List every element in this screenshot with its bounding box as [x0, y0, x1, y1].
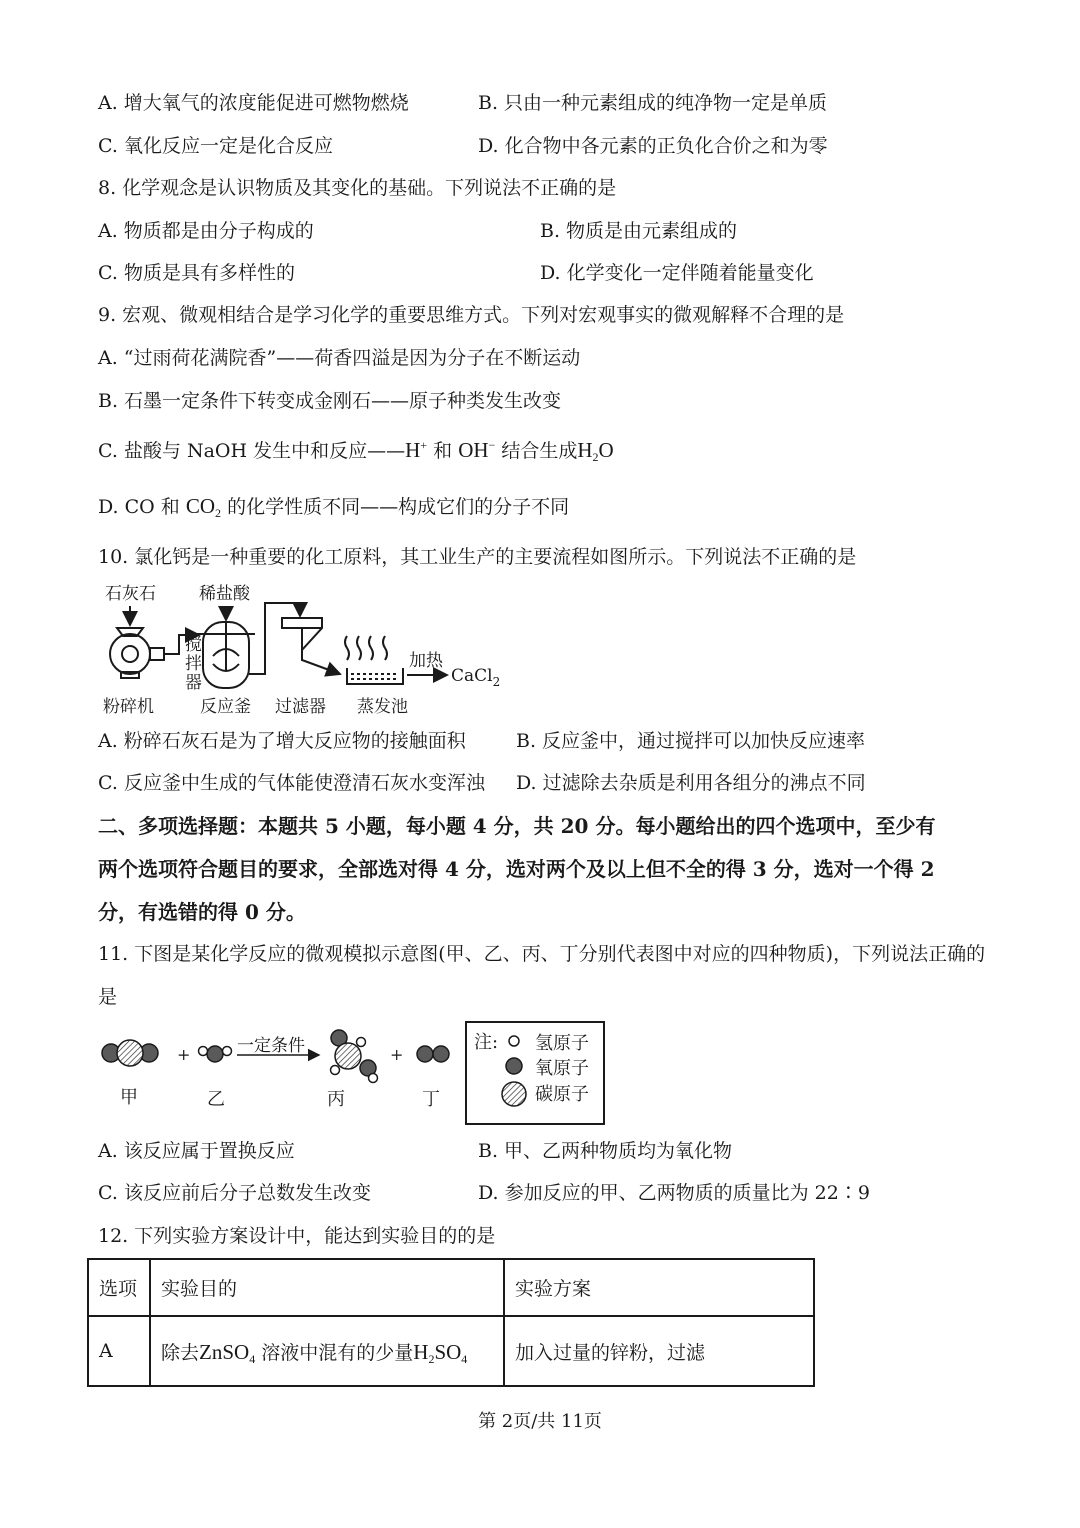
molecule-jia-co2 — [102, 1040, 158, 1066]
q12-stem: 12. 下列实验方案设计中，能达到实验目的的是 — [98, 1225, 496, 1247]
molecule-yi-h2o — [199, 1046, 232, 1062]
header-option: 选项 — [88, 1259, 150, 1316]
q11-option-a: A. 该反应属于置换反应 — [98, 1140, 295, 1162]
q10-option-d: D. 过滤除去杂质是利用各组分的沸点不同 — [516, 772, 866, 794]
q8-stem: 8. 化学观念是认识物质及其变化的基础。下列说法不正确的是 — [98, 177, 617, 199]
header-goal: 实验目的 — [150, 1259, 504, 1316]
crusher-icon — [110, 606, 164, 678]
filter-icon — [282, 618, 322, 658]
label-stirrer-2: 拌 — [185, 654, 202, 674]
q7-option-d: D. 化合物中各元素的正负化合价之和为零 — [478, 135, 828, 157]
q10-process-diagram — [95, 578, 515, 720]
hydroxide-ion: OH− — [458, 438, 496, 462]
q11-stem-line-1: 11. 下图是某化学反应的微观模拟示意图(甲、乙、丙、丁分别代表图中对应的四种物质)，下列说法正确的 — [98, 943, 986, 965]
label-bing: 丙 — [327, 1089, 345, 1110]
row-a-option: A — [88, 1316, 150, 1386]
label-heat: 加热 — [409, 651, 443, 671]
section-2-line-3: 分，有选错的得 0 分。 — [98, 900, 306, 924]
label-stirrer-1: 搅 — [185, 635, 202, 655]
page-footer: 第 2页/共 11页 — [478, 1411, 602, 1432]
q11-option-c: C. 该反应前后分子总数发生改变 — [98, 1182, 371, 1204]
label-evaporator: 蒸发池 — [357, 697, 408, 717]
legend-note: 注: — [474, 1032, 499, 1053]
hydrogen-ion: H+ — [405, 438, 428, 462]
pipe-filter-evaporator — [302, 658, 340, 674]
label-reactor: 反应釜 — [200, 697, 251, 717]
q9-c-text: C. 盐酸与 NaOH 发生中和反应—— — [98, 440, 406, 462]
table-row — [88, 1316, 814, 1386]
molecule-ding-o2 — [417, 1046, 449, 1062]
q9-option-a: A. “过雨荷花满院香”——荷香四溢是因为分子在不断运动 — [98, 347, 581, 369]
label-stirrer-3: 器 — [185, 673, 202, 693]
label-yi: 乙 — [207, 1089, 225, 1110]
legend-oxygen-icon — [506, 1058, 522, 1074]
q11-option-b: B. 甲、乙两种物质均为氧化物 — [478, 1140, 733, 1162]
q7-option-c: C. 氧化反应一定是化合反应 — [98, 135, 333, 157]
q12-table — [87, 1258, 815, 1387]
legend-hydrogen: 氢原子 — [535, 1033, 589, 1054]
znso4-formula: ZnSO$_4$ — [199, 1339, 256, 1366]
q8-option-a: A. 物质都是由分子构成的 — [98, 220, 314, 242]
q9-d-post: 的化学性质不同——构成它们的分子不同 — [227, 496, 570, 518]
water-formula: $H_2O$ — [577, 438, 614, 464]
label-limestone: 石灰石 — [105, 584, 156, 604]
label-jia: 甲 — [120, 1087, 138, 1108]
reaction-condition: 一定条件 — [237, 1036, 305, 1056]
q10-option-b: B. 反应釜中，通过搅拌可以加快反应速率 — [516, 730, 866, 752]
section-2-line-1: 二、多项选择题：本题共 5 小题，每小题 4 分，共 20 分。每小题给出的四个选项中，至少有 — [98, 814, 936, 838]
q10-stem: 10. 氯化钙是一种重要的化工原料，其工业生产的主要流程如图所示。下列说法不正确的是 — [98, 546, 857, 568]
label-crusher: 粉碎机 — [103, 697, 154, 717]
q9-option-b: B. 石墨一定条件下转变成金刚石——原子种类发生改变 — [98, 390, 562, 412]
label-filter: 过滤器 — [275, 697, 326, 717]
header-plan: 实验方案 — [504, 1259, 814, 1316]
h2so4-formula: $H_2SO_4$ — [413, 1339, 468, 1366]
q11-reaction-diagram — [95, 1018, 610, 1130]
q9-d-pre: D. CO 和 — [98, 496, 180, 518]
label-ding: 丁 — [422, 1089, 440, 1110]
reactor-icon — [197, 622, 259, 688]
section-2-line-2: 两个选项符合题目的要求，全部选对得 4 分，选对两个及以上但不全的得 3 分，选对一个得 2 — [98, 857, 935, 881]
q11-option-d: D. 参加反应的甲、乙两物质的质量比为 22∶9 — [478, 1182, 870, 1204]
row-a-goal: 除去ZnSO$_4$ 溶液中混有的少量$H_2SO_4$ — [150, 1316, 504, 1386]
label-dilute-acid: 稀盐酸 — [199, 584, 250, 604]
molecule-bing — [331, 1030, 378, 1083]
co2-formula: $CO_2$ — [185, 494, 222, 520]
evaporator-icon — [345, 636, 403, 684]
legend-oxygen: 氧原子 — [535, 1058, 589, 1079]
q10-option-c: C. 反应釜中生成的气体能使澄清石灰水变浑浊 — [98, 772, 485, 794]
label-product: CaCl$_2$ — [451, 666, 501, 689]
q9-option-c — [98, 438, 614, 463]
q7-option-a: A. 增大氧气的浓度能促进可燃物燃烧 — [98, 92, 409, 114]
q10-option-a: A. 粉碎石灰石是为了增大反应物的接触面积 — [98, 730, 466, 752]
pipe-reactor-filter — [259, 603, 300, 674]
plus-sign-1: + — [177, 1045, 191, 1064]
q9-c-mid: 结合生成 — [501, 440, 578, 462]
q9-option-d — [98, 494, 569, 519]
plus-sign-2: + — [390, 1045, 404, 1064]
q11-stem-line-2: 是 — [98, 986, 118, 1008]
q8-option-b: B. 物质是由元素组成的 — [540, 220, 738, 242]
q8-option-c: C. 物质是具有多样性的 — [98, 262, 295, 284]
q7-option-b: B. 只由一种元素组成的纯净物一定是单质 — [478, 92, 828, 114]
legend-carbon-icon — [502, 1082, 526, 1106]
legend-carbon: 碳原子 — [535, 1084, 589, 1105]
q9-stem: 9. 宏观、微观相结合是学习化学的重要思维方式。下列对宏观事实的微观解释不合理的是 — [98, 304, 845, 326]
q8-option-d: D. 化学变化一定伴随着能量变化 — [540, 262, 814, 284]
q9-c-and: 和 — [433, 440, 453, 462]
table-header-row — [88, 1259, 814, 1316]
legend-hydrogen-icon — [509, 1036, 519, 1046]
row-a-plan: 加入过量的锌粉，过滤 — [504, 1316, 814, 1386]
